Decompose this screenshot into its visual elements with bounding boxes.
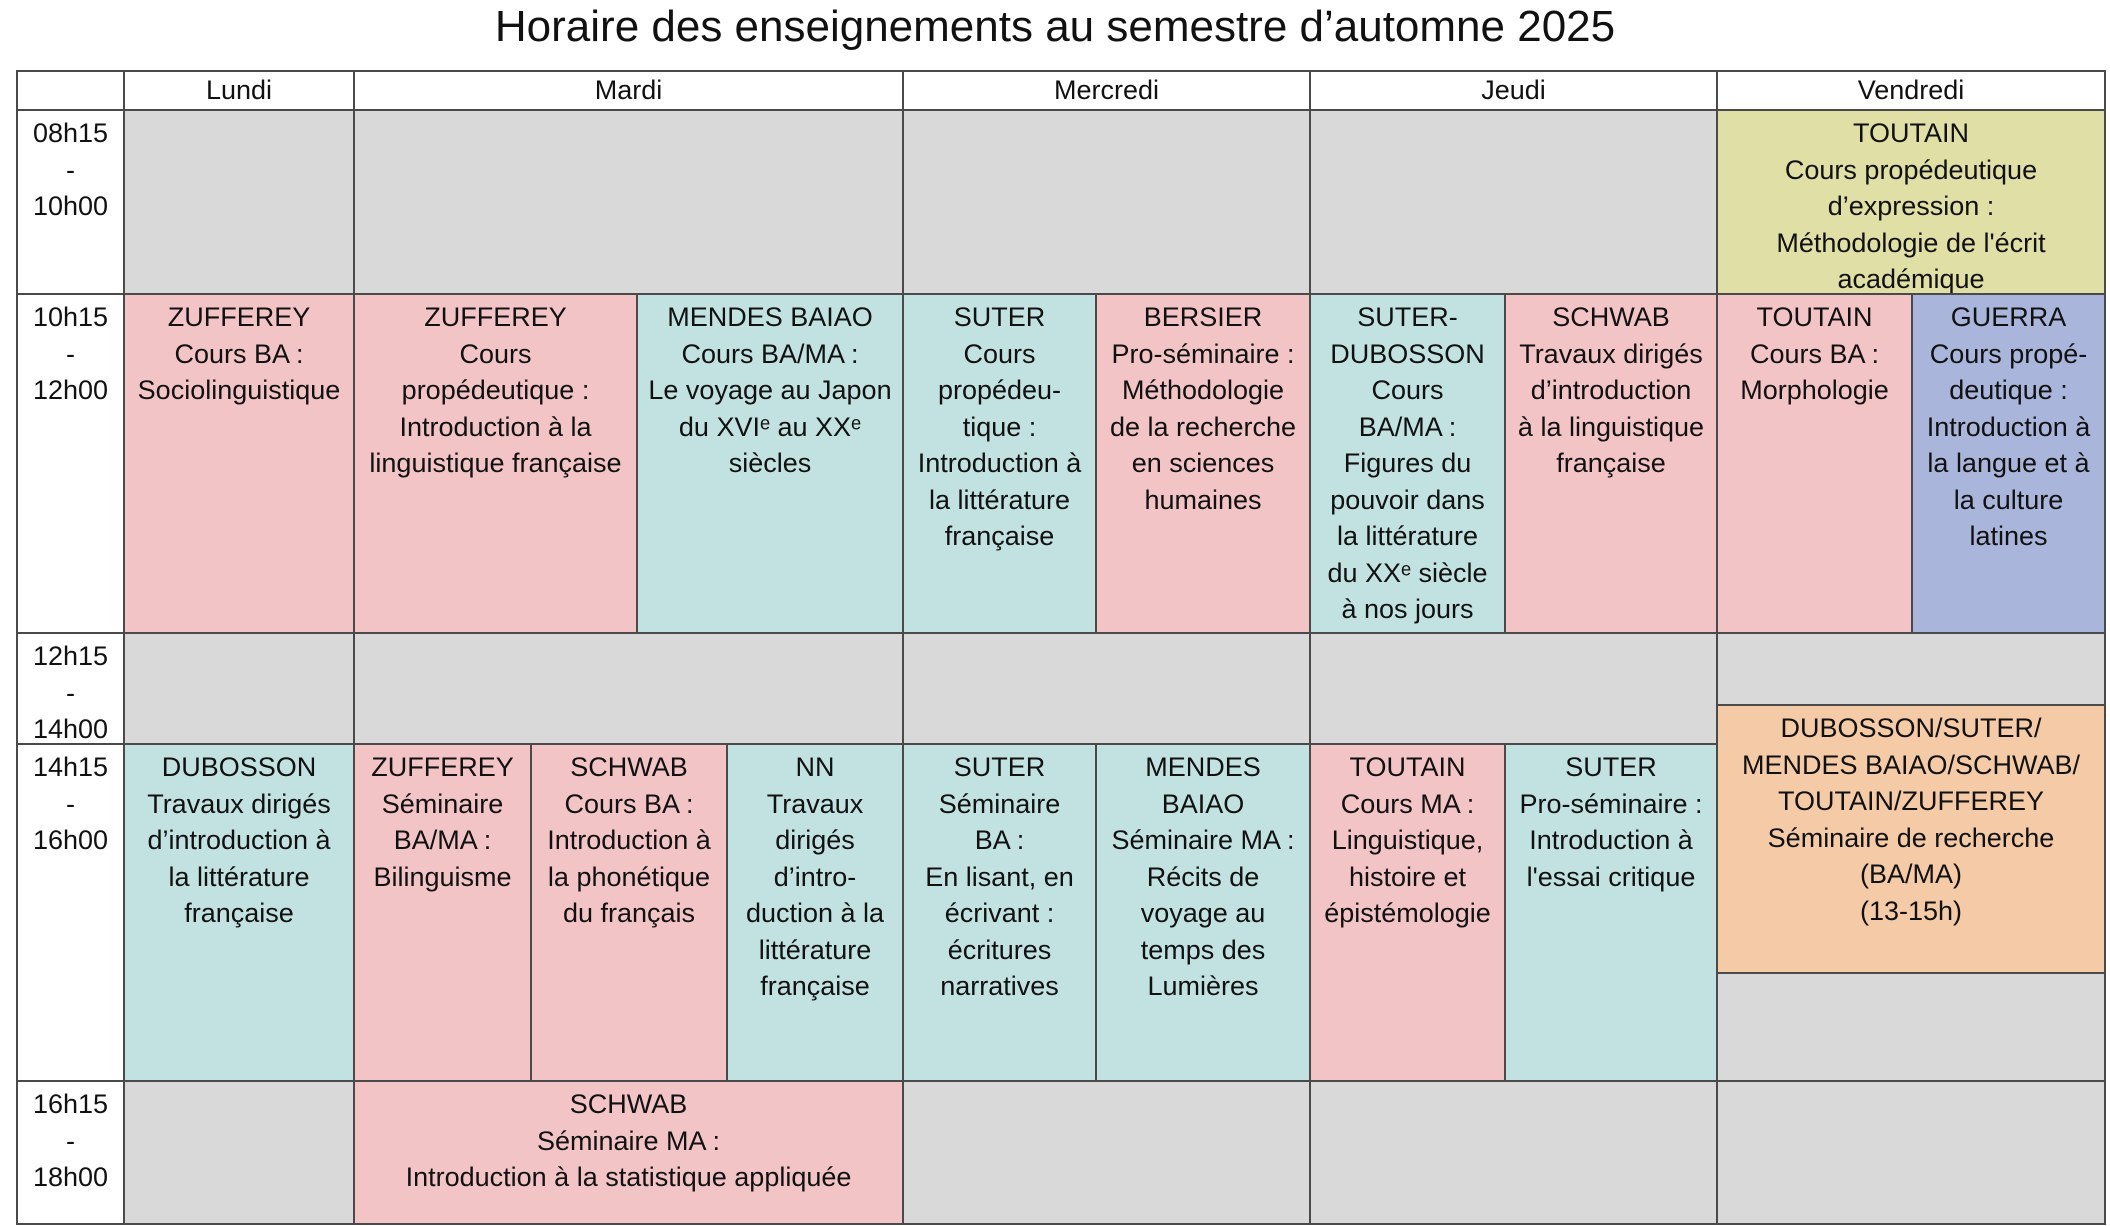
course-line: en sciences	[1131, 448, 1275, 478]
empty-slot	[1309, 1080, 1718, 1225]
course-line: DUBOSSON	[1330, 338, 1485, 369]
course-line: duction à la	[745, 898, 885, 928]
course-line: linguistique française	[369, 448, 622, 478]
empty-slot	[123, 632, 355, 745]
time-slot-1: 08h15 - 10h00	[16, 109, 125, 295]
course-block	[636, 293, 904, 634]
course-block	[123, 743, 355, 1082]
course-line: latines	[1969, 521, 2048, 551]
course-line: Séminaire MA :	[1111, 825, 1295, 855]
course-line: Cours BA :	[564, 788, 694, 819]
course-block	[123, 293, 355, 634]
course-line: Morphologie	[1740, 375, 1889, 405]
course-line: l'essai critique	[1526, 861, 1696, 892]
course-line: pouvoir dans	[1330, 484, 1485, 515]
empty-slot	[1309, 632, 1718, 745]
course-line: temps des	[1140, 934, 1266, 965]
course-line: En lisant, en	[925, 861, 1074, 892]
empty-slot	[902, 1080, 1311, 1225]
course-line: (13-15h)	[1859, 895, 1963, 926]
course-teacher: SCHWAB	[1552, 302, 1670, 332]
course-teacher: DUBOSSON/SUTER/	[1780, 713, 2042, 743]
course-line: (BA/MA)	[1859, 859, 1962, 889]
time-slot-2: 10h15 - 12h00	[16, 293, 125, 634]
course-line: Séminaire de recherche	[1767, 822, 2055, 853]
corner-cell	[16, 70, 125, 111]
course-block	[1504, 743, 1718, 1082]
course-line: épistémologie	[1324, 898, 1491, 928]
course-teacher: BERSIER	[1143, 302, 1263, 332]
course-line: Pro-séminaire :	[1111, 338, 1295, 369]
course-line: propédeutique :	[401, 375, 590, 405]
course-block	[1504, 293, 1718, 634]
course-line: Séminaire	[381, 788, 504, 819]
course-line: tique :	[962, 411, 1037, 442]
time-slot-5: 16h15 - 18h00	[16, 1080, 125, 1225]
course-block	[1095, 293, 1311, 634]
course-line: TOUTAIN/ZUFFEREY	[1777, 786, 2044, 816]
course-teacher: ZUFFEREY	[371, 752, 514, 782]
course-line: la littérature	[168, 861, 310, 892]
course-teacher: MENDES	[1145, 752, 1261, 782]
course-line: Cours propédeutique	[1784, 154, 2038, 185]
course-line: Introduction à	[917, 448, 1082, 478]
course-line: française	[1556, 448, 1666, 478]
course-block	[530, 743, 728, 1082]
course-line: Récits de	[1146, 861, 1260, 892]
course-block	[353, 293, 638, 634]
course-line: BA :	[974, 825, 1025, 855]
course-line: Introduction à la statistique appliquée	[405, 1162, 852, 1192]
empty-slot	[1716, 632, 2106, 706]
course-block	[353, 1080, 904, 1225]
course-block	[1716, 109, 2106, 295]
course-line: Travaux dirigés	[1519, 338, 1703, 369]
course-block	[1911, 293, 2106, 634]
course-line: BA/MA :	[393, 825, 492, 855]
course-line: Le voyage au Japon	[648, 375, 892, 405]
course-line: histoire et	[1348, 861, 1467, 892]
course-line: du XVIᵉ au XXᵉ	[678, 411, 862, 442]
course-line: de la recherche	[1109, 411, 1297, 442]
empty-slot	[902, 632, 1311, 745]
course-line: d’introduction	[1530, 375, 1692, 405]
time-slot-3: 12h15 - 14h00	[16, 632, 125, 745]
course-line: Travaux	[766, 788, 864, 819]
course-line: Cours	[459, 338, 532, 369]
page-title: Horaire des enseignements au semestre d’automne 2025	[494, 2, 1616, 51]
course-line: propédeu-	[937, 375, 1062, 405]
course-line: Cours BA/MA :	[681, 338, 859, 369]
course-block	[902, 293, 1097, 634]
course-line: Cours propé-	[1929, 338, 2088, 369]
course-block	[1309, 743, 1506, 1082]
course-line: Cours BA :	[1749, 338, 1880, 369]
course-line: la culture	[1953, 484, 2064, 515]
course-teacher: SCHWAB	[570, 752, 688, 782]
course-line: la littérature	[928, 484, 1071, 515]
empty-slot	[1309, 109, 1718, 295]
course-teacher: TOUTAIN	[1852, 118, 1969, 148]
course-teacher: SUTER-	[1357, 302, 1458, 332]
course-block	[902, 743, 1097, 1082]
course-block	[1716, 704, 2106, 974]
course-line: BAIAO	[1161, 788, 1245, 819]
course-line: Séminaire MA :	[536, 1125, 721, 1156]
course-line: BA/MA :	[1358, 411, 1457, 442]
course-line: du XXᵉ siècle	[1327, 557, 1488, 588]
course-line: à nos jours	[1341, 594, 1474, 624]
day-header-mardi: Mardi	[353, 70, 904, 111]
course-line: voyage au	[1140, 898, 1266, 928]
course-line: la littérature	[1336, 521, 1479, 551]
course-line: d’intro-	[773, 861, 857, 892]
course-teacher: SCHWAB	[569, 1089, 688, 1119]
course-line: la langue et à	[1927, 448, 2090, 478]
day-header-mercredi: Mercredi	[902, 70, 1311, 111]
course-block	[1309, 293, 1506, 634]
course-line: deutique :	[1949, 375, 2068, 405]
day-header-lundi: Lundi	[123, 70, 355, 111]
course-line: Sociolinguistique	[137, 375, 341, 405]
course-teacher: NN	[795, 752, 835, 782]
course-block	[1716, 293, 1913, 634]
course-block	[726, 743, 904, 1082]
day-header-jeudi: Jeudi	[1309, 70, 1718, 111]
empty-slot	[123, 109, 355, 295]
course-line: française	[184, 898, 294, 928]
course-line: Séminaire	[938, 788, 1061, 819]
course-teacher: MENDES BAIAO	[667, 302, 873, 332]
course-line: littérature	[758, 934, 872, 965]
empty-slot	[902, 109, 1311, 295]
course-line: Cours MA :	[1340, 788, 1475, 819]
course-line: Introduction à	[547, 825, 711, 855]
course-teacher: SUTER	[953, 752, 1046, 782]
course-line: Cours BA :	[174, 338, 304, 369]
course-line: à la linguistique	[1517, 411, 1705, 442]
course-line: Cours	[1371, 375, 1444, 405]
course-line: d’expression :	[1827, 191, 1995, 221]
course-line: Introduction à	[1926, 411, 2091, 442]
course-line: narratives	[940, 971, 1059, 1001]
course-line: Cours	[963, 338, 1036, 369]
course-line: française	[944, 521, 1055, 551]
course-line: Travaux dirigés	[147, 788, 331, 819]
empty-slot	[353, 109, 904, 295]
empty-slot	[353, 632, 904, 745]
day-header-vendredi: Vendredi	[1716, 70, 2106, 111]
time-slot-4: 14h15 - 16h00	[16, 743, 125, 1082]
course-line: écrivant :	[944, 898, 1055, 928]
course-line: humaines	[1144, 484, 1262, 515]
empty-slot	[123, 1080, 355, 1225]
course-line: écritures	[947, 934, 1052, 965]
course-line: Méthodologie de l'écrit	[1776, 227, 2046, 258]
course-line: académique	[1837, 264, 1985, 294]
course-teacher: ZUFFEREY	[167, 302, 311, 332]
course-line: Introduction à	[1529, 825, 1693, 855]
course-line: Figures du	[1343, 448, 1472, 478]
course-line: d’introduction à	[147, 825, 331, 855]
course-teacher: DUBOSSON	[161, 752, 317, 782]
course-line: dirigés	[775, 825, 855, 855]
course-teacher: ZUFFEREY	[424, 302, 567, 332]
course-teacher: SUTER	[953, 302, 1046, 332]
course-line: siècles	[728, 448, 812, 478]
course-line: la phonétique	[547, 861, 711, 892]
course-line: Bilinguisme	[373, 861, 512, 892]
course-teacher: GUERRA	[1950, 302, 2067, 332]
empty-slot	[1716, 1080, 2106, 1225]
course-line: Méthodologie	[1121, 375, 1285, 405]
course-line: française	[760, 971, 870, 1001]
course-line: Lumières	[1147, 971, 1259, 1001]
course-teacher: TOUTAIN	[1349, 752, 1466, 782]
course-teacher: SUTER	[1565, 752, 1657, 782]
course-block	[353, 743, 532, 1082]
course-line: Linguistique,	[1331, 825, 1484, 855]
empty-slot	[1716, 972, 2106, 1082]
course-block	[1095, 743, 1311, 1082]
course-line: du français	[562, 898, 696, 928]
course-line: Introduction à la	[399, 411, 592, 442]
course-line: MENDES BAIAO/SCHWAB/	[1741, 749, 2081, 780]
course-teacher: TOUTAIN	[1756, 302, 1873, 332]
course-line: Pro-séminaire :	[1519, 788, 1703, 819]
